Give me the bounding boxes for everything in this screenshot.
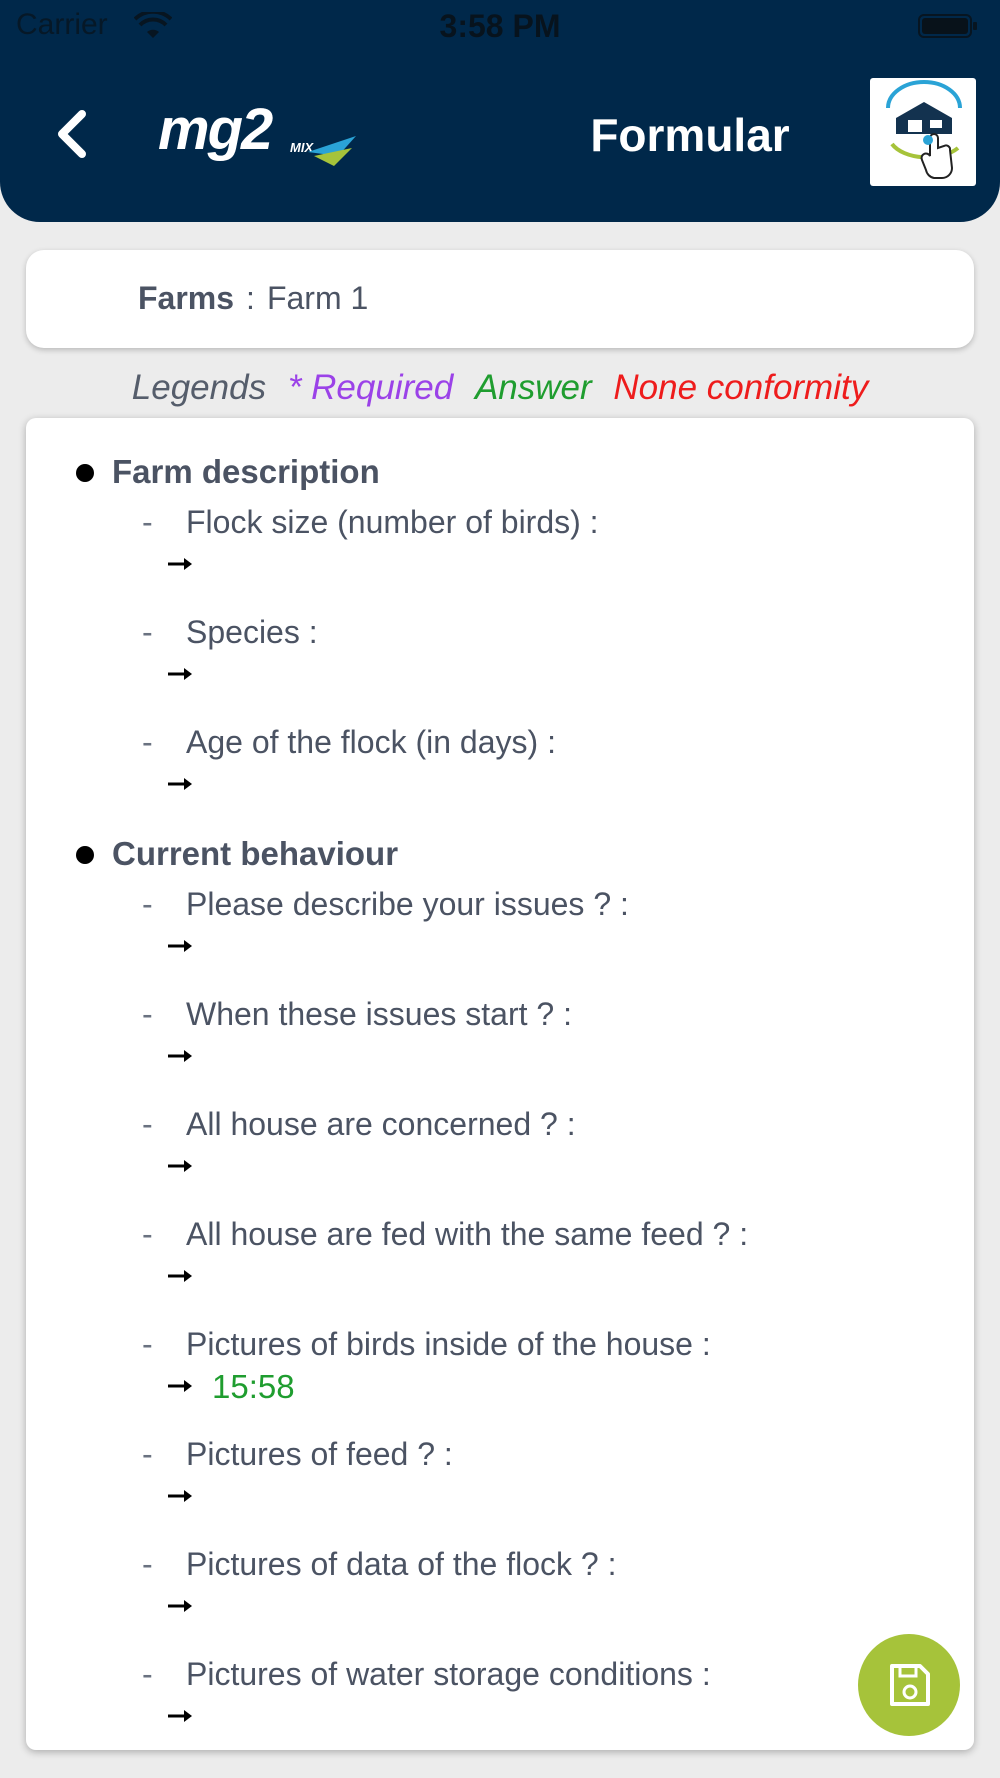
question-label: Pictures of water storage conditions : (186, 1656, 711, 1692)
dash-icon: - (142, 724, 153, 760)
dash-icon: - (142, 1216, 153, 1252)
legend-answer: Answer (474, 368, 592, 407)
question-item[interactable] (26, 1320, 974, 1430)
arrow-right-icon (166, 664, 196, 684)
question-label: Age of the flock (in days) : (186, 724, 556, 760)
question-item[interactable] (26, 1650, 974, 1750)
dash-icon: - (142, 996, 153, 1032)
farm-hand-icon (870, 78, 976, 186)
question-item[interactable] (26, 1210, 974, 1320)
dash-icon: - (142, 1546, 153, 1582)
status-bar (0, 0, 1000, 52)
question-item[interactable] (26, 1540, 974, 1650)
dash-icon: - (142, 1436, 153, 1472)
section-title (26, 446, 974, 498)
question-label: Pictures of birds inside of the house : (186, 1326, 711, 1362)
section-title-text: Current behaviour (112, 835, 399, 872)
arrow-right-icon (166, 1266, 196, 1286)
farm-row (138, 280, 368, 317)
arrow-right-icon (166, 1596, 196, 1616)
arrow-right-icon (166, 1706, 196, 1726)
logo-swoosh-icon (294, 126, 358, 166)
question-answer: 15:58 (212, 1368, 295, 1405)
farm-value: Farm 1 (266, 280, 369, 316)
question-item[interactable] (26, 990, 974, 1100)
form-icon-button[interactable] (870, 78, 976, 186)
status-time: 3:58 PM (439, 8, 561, 44)
question-item[interactable] (26, 608, 974, 718)
legends-label: Legends (131, 368, 267, 407)
form-card[interactable] (26, 418, 974, 1750)
question-label: Pictures of feed ? : (186, 1436, 453, 1472)
question-label: Species : (186, 614, 318, 650)
dash-icon: - (142, 1326, 153, 1362)
question-item[interactable] (26, 1100, 974, 1210)
arrow-right-icon (166, 1486, 196, 1506)
question-label: All house are fed with the same feed ? : (186, 1216, 749, 1252)
chevron-left-icon (40, 96, 110, 172)
arrow-right-icon (166, 554, 196, 574)
question-label: Please describe your issues ? : (186, 886, 629, 922)
arrow-right-icon (166, 936, 196, 956)
battery-icon (918, 14, 978, 38)
save-button[interactable] (858, 1634, 960, 1736)
question-label: All house are concerned ? : (186, 1106, 576, 1142)
question-item[interactable] (26, 880, 974, 990)
farm-separator: : (246, 280, 255, 316)
section-title-text: Farm description (112, 453, 380, 490)
section-farm-description (26, 446, 974, 828)
arrow-right-icon (166, 1156, 196, 1176)
farm-label: Farms (138, 280, 235, 316)
question-item[interactable] (26, 1430, 974, 1540)
dash-icon: - (142, 614, 153, 650)
arrow-right-icon (166, 1376, 196, 1396)
farm-card[interactable] (26, 250, 974, 348)
section-title (26, 828, 974, 880)
legend-required: * Required (287, 368, 454, 407)
dash-icon: - (142, 1106, 153, 1142)
question-label: Flock size (number of birds) : (186, 504, 599, 540)
arrow-right-icon (166, 1046, 196, 1066)
mg2-logo (158, 96, 358, 176)
legends-bar (0, 368, 1000, 408)
dash-icon: - (142, 1656, 153, 1692)
dash-icon: - (142, 504, 153, 540)
question-label: Pictures of data of the flock ? : (186, 1546, 617, 1582)
dash-icon: - (142, 886, 153, 922)
carrier-label: Carrier (16, 8, 108, 41)
legend-non-conformity: None conformity (613, 368, 869, 407)
section-current-behaviour (26, 828, 974, 1750)
arrow-right-icon (166, 774, 196, 794)
bullet-icon (76, 464, 94, 482)
question-item[interactable] (26, 498, 974, 608)
question-label: When these issues start ? : (186, 996, 572, 1032)
back-button[interactable] (40, 96, 110, 172)
bullet-icon (76, 846, 94, 864)
question-item[interactable] (26, 718, 974, 828)
logo-text: mg2 (158, 97, 272, 162)
logo-sub: MIX (290, 140, 314, 155)
app-header (0, 0, 1000, 222)
save-icon (858, 1634, 960, 1736)
page-title: Formular (590, 109, 790, 161)
